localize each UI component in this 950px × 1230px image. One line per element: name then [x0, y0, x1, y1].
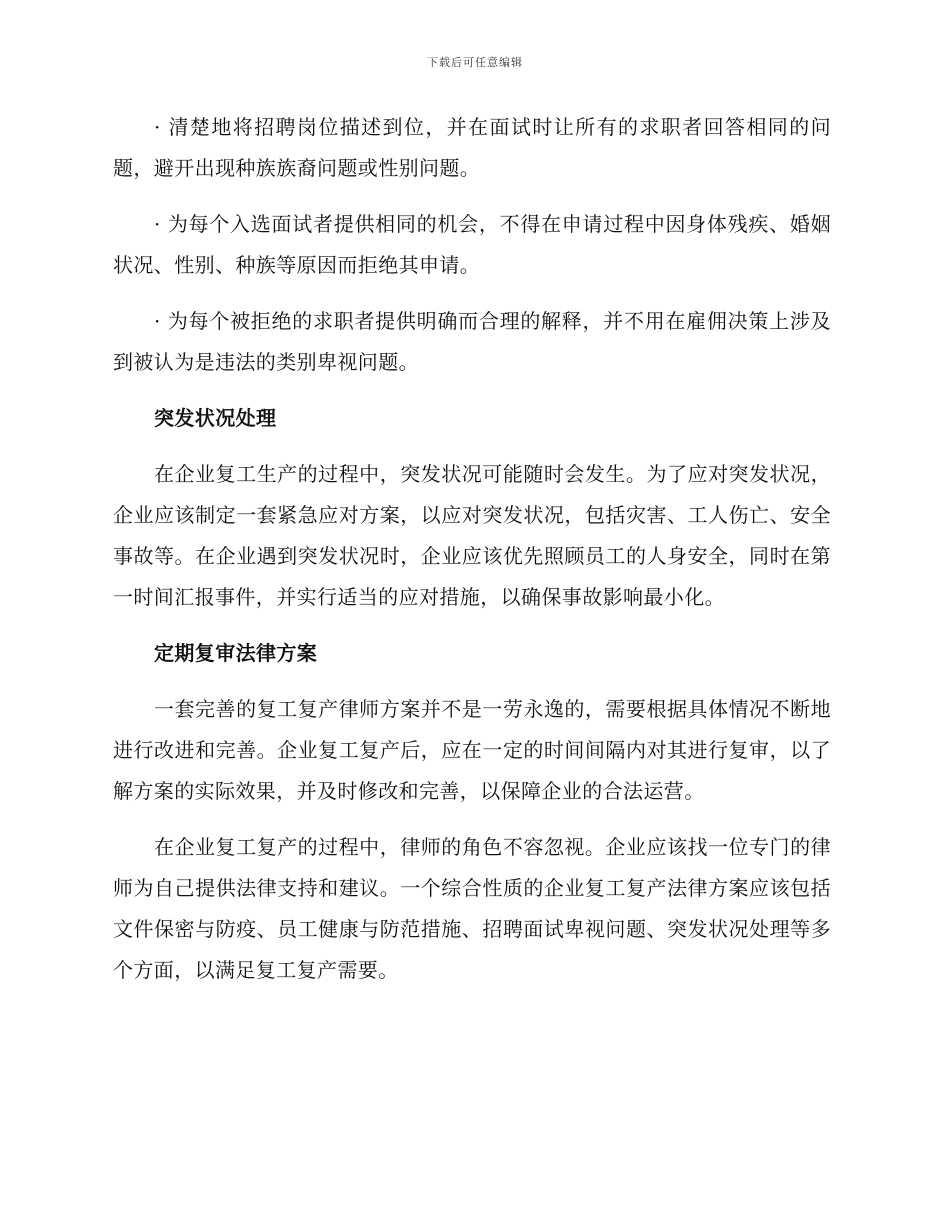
section-heading-review: 定期复审法律方案 [154, 641, 318, 665]
header-note: 下载后可任意编辑 [427, 56, 523, 69]
document-body [113, 107, 831, 991]
review-paragraph: 一套完善的复工复产律师方案并不是一劳永逸的，需要根据具体情况不断地进行改进和完善。企业复工复产后，应在一定的时间间隔内对其进行复审，以了解方案的实际效果，并及时修改和完善，以保障企业的合法运营。 [113, 697, 831, 803]
conclusion-paragraph: 在企业复工复产的过程中，律师的角色不容忽视。企业应该找一位专门的律师为自己提供法律支持和建议。一个综合性质的企业复工复产法律方案应该包括文件保密与防疫、员工健康与防范措施、招聘面试卑视问题、突发状况处理等多个方面，以满足复工复产需要。 [113, 835, 831, 982]
bullet-paragraph-3: · 为每个被拒绝的求职者提供明确而合理的解释，并不用在雇佣决策上涉及到被认为是违法的类别卑视问题。 [113, 309, 831, 374]
bullet-paragraph-2: · 为每个入选面试者提供相同的机会，不得在申请过程中因身体残疾、婚姻状况、性别、种族等原因而拒绝其申请。 [113, 212, 831, 277]
bullet-paragraph-1: · 清楚地将招聘岗位描述到位，并在面试时让所有的求职者回答相同的问题，避开出现种族族裔问题或性别问题。 [113, 115, 831, 180]
emergency-paragraph: 在企业复工生产的过程中，突发状况可能随时会发生。为了应对突发状况，企业应该制定一套紧急应对方案，以应对突发状况，包括灾害、工人伤亡、安全事故等。在企业遇到突发状况时，企业应该优先照顾员工的人身安全，同时在第一时间汇报事件，并实行适当的应对措施，以确保事故影响最小化。 [113, 462, 831, 609]
section-heading-emergency: 突发状况处理 [154, 406, 277, 430]
